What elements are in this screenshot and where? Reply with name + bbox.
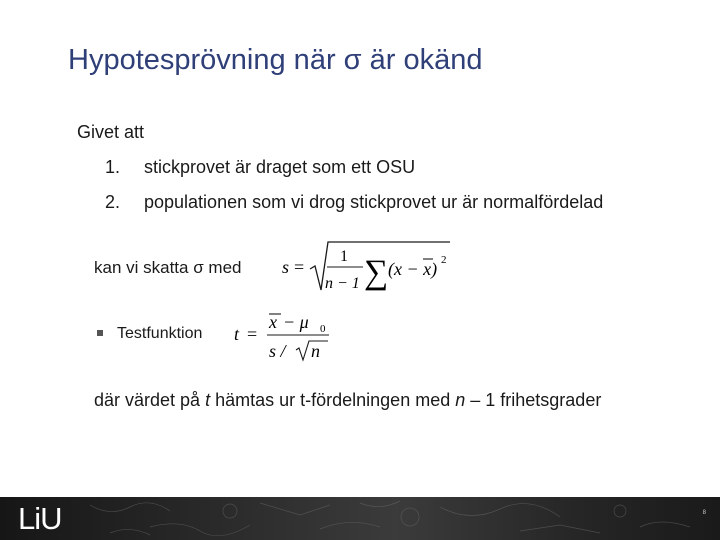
- formula-t-num-sub: 0: [320, 323, 326, 335]
- given-label: Givet att: [77, 122, 145, 142]
- formula-t-den-n: n: [311, 341, 320, 361]
- list-item-text: populationen som vi drog stickprovet ur är normalfördelad: [144, 192, 604, 212]
- liu-logo: LiU: [18, 501, 62, 536]
- formula-s-eq: =: [294, 257, 305, 277]
- where-t: t: [205, 390, 211, 410]
- list-item: [105, 192, 665, 214]
- degrees-of-freedom-text: [94, 390, 601, 411]
- test-statistic-formula: [232, 308, 332, 364]
- formula-s-den: n − 1: [325, 275, 360, 292]
- formula-t-num-x: x: [269, 312, 277, 332]
- formula-s-exp: 2: [441, 254, 447, 266]
- where-middle: hämtas ur t-fördelningen med: [210, 390, 456, 410]
- list-item-number: 2.: [105, 192, 121, 212]
- formula-t-lhs: t: [234, 324, 240, 344]
- formula-t-num-rest: − μ: [283, 312, 309, 332]
- list-item-number: 1.: [105, 157, 121, 177]
- sum-sign: ∑: [364, 254, 389, 291]
- sample-std-formula: [280, 238, 455, 296]
- formula-s-body: (x − x): [388, 259, 438, 279]
- formula-s-num: 1: [340, 248, 348, 265]
- formula-s-lhs: s: [282, 257, 290, 277]
- formula-t-den-s: s /: [269, 341, 286, 361]
- list-item: [105, 157, 605, 179]
- bullet-item: [97, 325, 202, 343]
- list-item-text: stickprovet är draget som ett OSU: [144, 157, 416, 177]
- where-prefix: där värdet på: [94, 390, 206, 410]
- estimate-text: kan vi skatta σ med: [94, 258, 242, 277]
- bullet-icon: [97, 330, 103, 336]
- formula-t-eq: =: [247, 324, 258, 344]
- where-suffix: – 1 frihetsgrader: [465, 390, 602, 410]
- footer-bar: [0, 497, 720, 540]
- where-n: n: [455, 390, 466, 410]
- page-number: 8: [702, 510, 706, 516]
- footer-texture: [0, 497, 720, 540]
- slide-title: Hypotesprövning när σ är okänd: [68, 44, 483, 76]
- bullet-text: Testfunktion: [117, 325, 203, 342]
